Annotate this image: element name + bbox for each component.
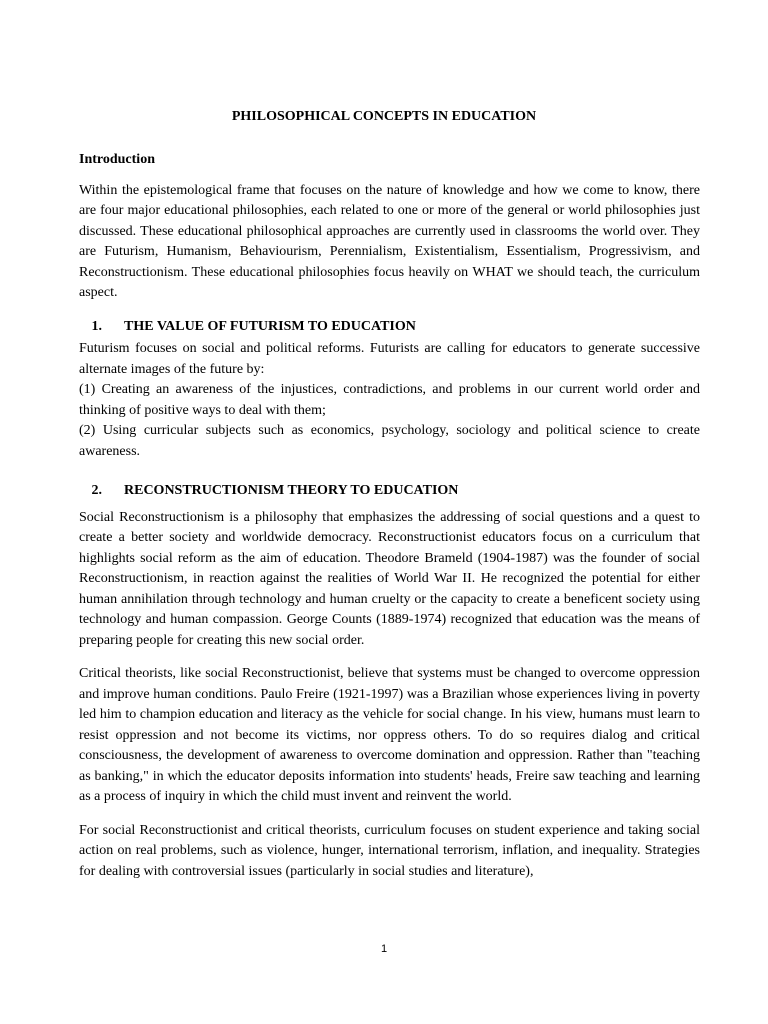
section-2-number: 2. bbox=[91, 483, 102, 498]
section-1-paragraph-1: Futurism focuses on social and political reforms. Futurists are calling for educators to generate successive alternate images of the future by: bbox=[79, 341, 700, 377]
section-1-heading bbox=[79, 317, 700, 338]
section-2-heading bbox=[79, 481, 700, 502]
document-title: PHILOSOPHICAL CONCEPTS IN EDUCATION bbox=[231, 109, 537, 124]
document-body bbox=[79, 150, 700, 882]
section-1-paragraph-2: (1) Creating an awareness of the injustices, contradictions, and problems in our current world order and thinking of positive ways to deal with them; bbox=[79, 382, 700, 418]
intro-paragraph: Within the epistemological frame that focuses on the nature of knowledge and how we come to know, there are four major educational philosophies, each related to one or more of the general or world philosophies just discussed. These educational philosophical approaches are currently used in classrooms the world over. They are Futurism, Humanism, Behaviourism, Perennialism, Existentialism, Essentialism, Progressivism, and Reconstructionism. These educational philosophies focus heavily on WHAT we should teach, the curriculum aspect. bbox=[79, 182, 700, 300]
page-number: 1 bbox=[380, 943, 388, 955]
section-2-paragraph-3: For social Reconstructionist and critical theorists, curriculum focuses on student experience and taking social action on real problems, such as violence, hunger, international terrorism, inflation, and inequality. Strategies for dealing with controversial issues (particularly in social studies and literature), bbox=[79, 822, 700, 879]
section-2-paragraph-2: Critical theorists, like social Reconstructionist, believe that systems must be changed to overcome oppression and improve human conditions. Paulo Freire (1921-1997) was a Brazilian whose experiences living in poverty led him to champion education and literacy as the vehicle for social change. In his view, humans must learn to resist oppression and not become its victims, nor oppress others. To do so requires dialog and critical consciousness, the development of awareness to overcome domination and oppression. Rather than "teaching as banking," in which the educator deposits information into students' heads, Freire saw teaching and learning as a process of inquiry in which the child must invent and reinvent the world. bbox=[79, 666, 700, 804]
section-2-paragraph-1: Social Reconstructionism is a philosophy that emphasizes the addressing of social questions and a quest to create a better society and worldwide democracy. Reconstructionist educators focus on a curriculum that highlights social reform as the aim of education. Theodore Brameld (1904-1987) was the founder of social Reconstructionism, in reaction against the realities of World War II. He recognized the potential for either human annihilation through technology and human cruelty or the capacity to create a beneficent society using technology and human compassion. George Counts (1889-1974) recognized that education was the means of preparing people for creating this new social order. bbox=[79, 509, 700, 648]
intro-heading: Introduction bbox=[79, 152, 155, 167]
section-1-number: 1. bbox=[91, 318, 102, 334]
section-2-title: RECONSTRUCTIONISM THEORY TO EDUCATION bbox=[124, 483, 459, 498]
section-1-paragraph-3: (2) Using curricular subjects such as economics, psychology, sociology and political science to create awareness. bbox=[79, 423, 700, 459]
section-1-title: THE VALUE OF FUTURISM TO EDUCATION bbox=[124, 318, 416, 334]
